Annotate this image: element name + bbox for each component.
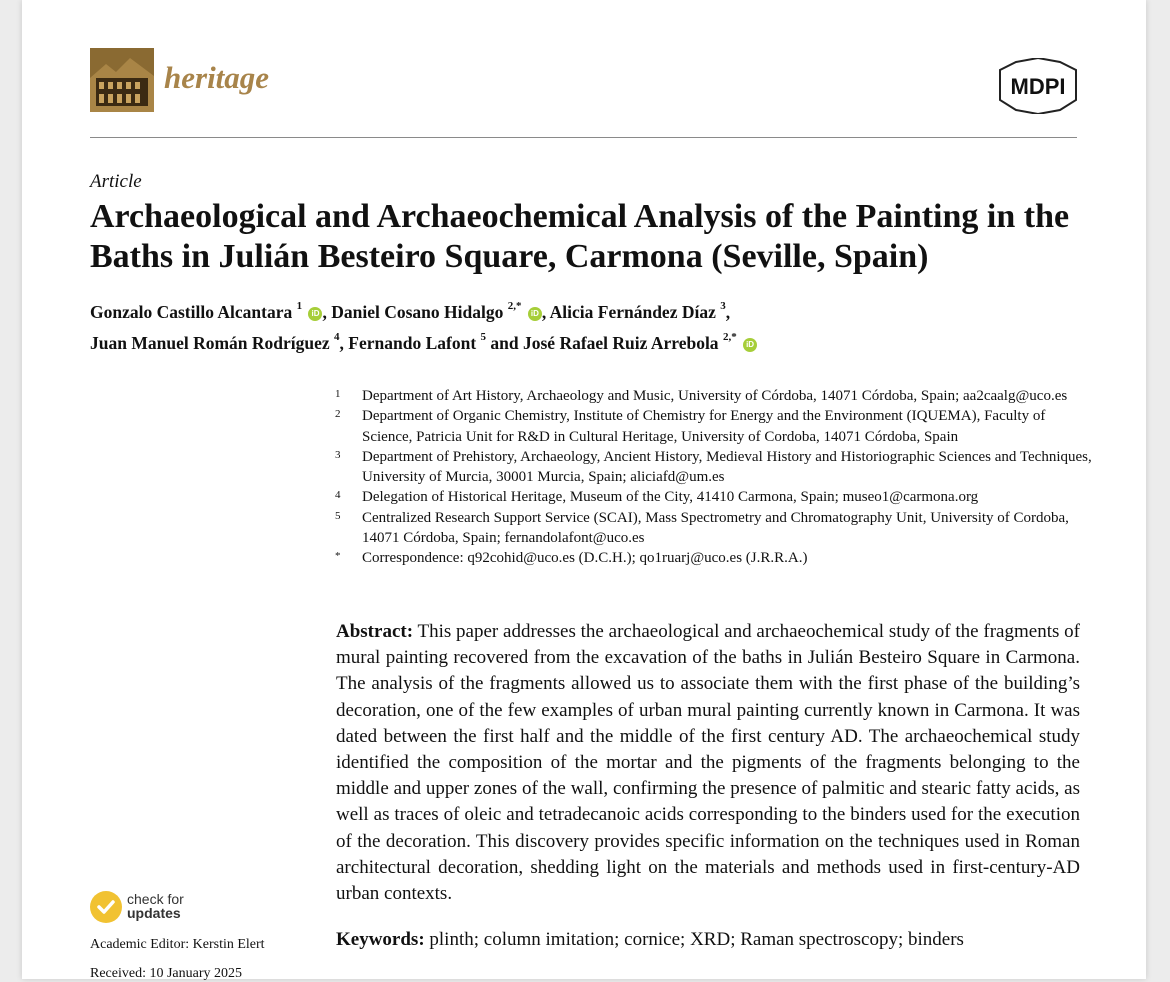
affiliation-text: Department of Art History, Archaeology and Music, University of Córdoba, 14071 Córdoba, Spain; aa2caalg@uco.es	[362, 388, 1068, 404]
author-affiliation-mark: 2,*	[722, 330, 737, 343]
affiliation-text: Centralized Research Support Service (SCAI), Mass Spectrometry and Chromatography Unit, University of Cordoba, 14071 Córdoba, Spain; fernandolafont@uco.es	[362, 509, 1069, 547]
orcid-icon[interactable]: iD	[528, 307, 542, 321]
updates-line: updates	[127, 905, 181, 921]
publisher-logo	[996, 58, 1080, 114]
abstract-text: This paper addresses the archaeological and archaeochemical study of the fragments of mural painting recovered from the excavation of the baths in Julián Besteiro Square in Carmona. The analysis of the fragments allowed us to associate them with the first phase of the building’s decoration, one of the few examples of urban mural painting currently known in Carmona. It was dated between the first half and the middle of the first century AD. The archaeochemical study identified the composition of the mortar and the pigments of the fragments belonging to the middle and upper zones of the wall, confirming the presence of palmitic and stearic fatty acids, as well as traces of oleic and tetradecanoic acids corresponding to the binders used for the execution of the decoration. This discovery provides specific information on the techniques used in Roman architectural decoration, shedding light on the materials and methods used in first-century-AD urban contexts.	[336, 621, 1080, 905]
check-for-updates-label	[127, 892, 184, 920]
orcid-icon[interactable]: iD	[743, 338, 757, 352]
affiliation-text: Delegation of Historical Heritage, Museum of the City, 41410 Carmona, Spain; museo1@carmona.org	[362, 489, 979, 506]
paper-title: Archaeological and Archaeochemical Analysis of the Painting in the Baths in Julián Besteiro Square, Carmona (Seville, Spain)	[90, 198, 1070, 275]
abstract-section	[336, 619, 1080, 907]
abstract-label: Abstract:	[336, 621, 414, 642]
affiliation-number: 4	[335, 489, 341, 502]
correspondence-item	[335, 548, 1095, 568]
correspondence-mark: *	[335, 550, 341, 563]
received-date: Received: 10 January 2025	[90, 966, 243, 981]
author-affiliation-mark: 4	[334, 330, 340, 343]
keywords-text: plinth; column imitation; cornice; XRD; Raman spectroscopy; binders	[429, 929, 964, 950]
author-name[interactable]: Fernando Lafont	[348, 332, 477, 353]
affiliation-list	[335, 386, 1095, 569]
paper-page	[22, 0, 1146, 979]
author-affiliation-mark: 1	[296, 300, 303, 312]
affiliation-item	[335, 406, 1095, 447]
author-name[interactable]: Alicia Fernández Díaz	[549, 301, 716, 322]
affiliation-item	[335, 508, 1095, 549]
keywords-section	[336, 929, 1080, 951]
correspondence-text: Correspondence: q92cohid@uco.es (D.C.H.); qo1ruarj@uco.es (J.R.R.A.)	[362, 550, 808, 567]
author-name[interactable]: Daniel Cosano Hidalgo	[331, 301, 504, 322]
author-name[interactable]: José Rafael Ruiz Arrebola	[523, 332, 719, 353]
header-divider	[90, 137, 1077, 138]
journal-name: heritage	[164, 60, 270, 95]
author-name[interactable]: Juan Manuel Román Rodríguez	[90, 332, 330, 353]
author-name[interactable]: Gonzalo Castillo Alcantara	[90, 301, 293, 322]
affiliation-text: Department of Organic Chemistry, Institute of Chemistry for Energy and the Environment (IQUEMA), Faculty of Science, Patricia Unit for R&D in Cultural Heritage, University of Cordoba, 14071 Córdoba, Spain	[362, 408, 1046, 445]
affiliation-number: 3	[335, 448, 341, 461]
author-affiliation-mark: 5	[480, 330, 487, 343]
affiliation-item	[335, 386, 1095, 406]
affiliation-item	[335, 447, 1095, 488]
affiliation-item	[335, 487, 1095, 507]
author-affiliation-mark: 3	[720, 300, 726, 312]
author-list: Gonzalo Castillo Alcantara $^1$ iD , Daniel Cosano Hidalgo $^{2,*}$ iD , Alicia Fernández Díaz $^3$, Juan Manuel Román Rodríguez $^4$, Fernando Lafont $^5$ and José Rafael Ruiz Arrebola $^{2,*}$ iD	[90, 295, 1090, 357]
affiliation-number: 1	[335, 388, 341, 400]
affiliation-number: 2	[335, 408, 341, 421]
article-type: Article	[90, 171, 142, 192]
affiliation-text: Department of Prehistory, Archaeology, Ancient History, Medieval History and Historiographic Sciences and Techniques, University of Murcia, 30001 Murcia, Spain; aliciafd@um.es	[362, 448, 1092, 486]
check-for-line: check for	[127, 891, 184, 907]
keywords-label: Keywords:	[336, 929, 425, 950]
publisher-name: MDPI	[1010, 74, 1066, 99]
check-mark-icon	[90, 891, 122, 923]
affiliation-number: 5	[335, 509, 341, 522]
orcid-icon[interactable]: iD	[308, 307, 322, 321]
academic-editor: Academic Editor: Kerstin Elert	[90, 937, 265, 952]
author-affiliation-mark: 2,*	[507, 300, 522, 312]
journal-logo-icon	[90, 48, 154, 112]
